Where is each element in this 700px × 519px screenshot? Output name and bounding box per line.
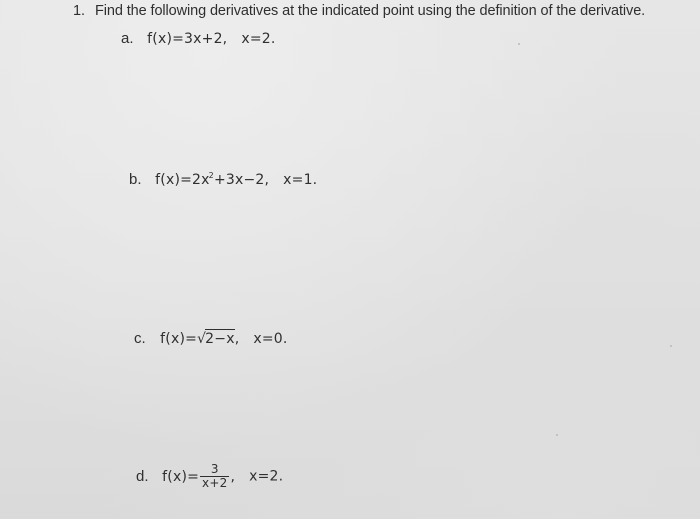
- question-text: Find the following derivatives at the indicated point using the definition of the derivative.: [95, 3, 646, 19]
- question-1: [73, 3, 645, 19]
- part-d-letter: d.: [136, 467, 149, 485]
- part-a-point: x=2.: [241, 31, 276, 47]
- part-b-exponent: 2: [208, 171, 214, 180]
- part-d-function-suffix: ,: [230, 468, 236, 485]
- part-c-letter: c.: [134, 330, 146, 347]
- part-d-function-prefix: f(x)=: [162, 468, 200, 485]
- part-b-function-rest: +3x−2,: [213, 172, 270, 188]
- part-b: [129, 171, 317, 188]
- fraction-numerator: 3: [200, 463, 229, 477]
- radical-sign: √: [197, 331, 207, 347]
- part-c-point: x=0.: [253, 331, 288, 347]
- square-root: [197, 331, 235, 347]
- part-c: [134, 330, 288, 347]
- part-b-point: x=1.: [283, 172, 318, 188]
- part-c-function: [160, 331, 239, 347]
- part-d: [136, 463, 283, 490]
- part-d-point: x=2.: [249, 468, 284, 485]
- part-c-function-prefix: f(x)=: [160, 331, 198, 347]
- fraction-denominator: x+2: [202, 476, 228, 490]
- part-c-function-suffix: ,: [234, 331, 240, 347]
- part-b-function: [155, 172, 269, 188]
- paper-speck: [556, 434, 558, 436]
- part-a-function: f(x)=3x+2,: [147, 31, 228, 47]
- part-b-function-base: f(x)=2x: [155, 172, 210, 188]
- part-a: [121, 30, 276, 47]
- part-d-function: [162, 462, 236, 490]
- fraction: [200, 463, 229, 490]
- question-number: 1.: [73, 3, 85, 19]
- part-b-letter: b.: [129, 171, 142, 188]
- paper-speck: [518, 43, 520, 45]
- paper-speck: [670, 345, 672, 347]
- part-a-letter: a.: [121, 30, 134, 47]
- radicand: 2−x: [205, 331, 235, 347]
